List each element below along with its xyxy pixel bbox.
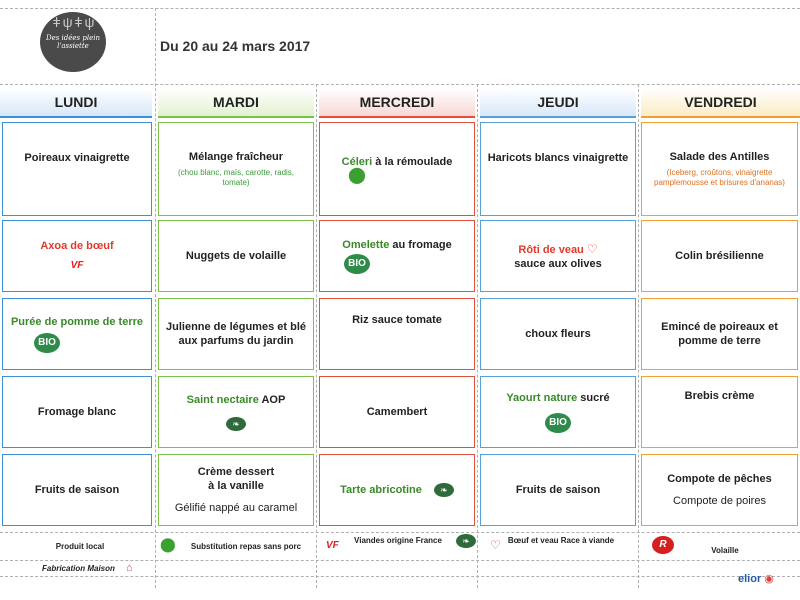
menu-cell <box>158 122 314 216</box>
legend-volaille: Volaille <box>711 546 739 555</box>
menu-cell <box>319 122 475 216</box>
dish: Axoa de bœuf <box>40 240 114 252</box>
menu-cell <box>319 454 475 526</box>
dish: Purée de pomme de terre <box>10 316 144 328</box>
leaf-icon: ❧ <box>226 417 246 431</box>
viande-francaise-icon: VF <box>326 540 339 551</box>
dish: Saint nectaire <box>186 394 259 406</box>
local-product-icon: ⬤ <box>348 167 366 184</box>
dish-alternative: Gélifié nappé au caramel <box>174 502 298 514</box>
grid-line <box>0 8 800 9</box>
legend-boeuf: Bœuf et veau Race à viande <box>507 536 615 545</box>
grid-line <box>0 560 800 561</box>
dish-sauce: sauce aux olives <box>514 257 602 270</box>
grid-line <box>0 84 800 85</box>
menu-cell <box>319 376 475 448</box>
grid-line <box>638 84 639 588</box>
menu-cell <box>158 376 314 448</box>
menu-cell <box>319 298 475 370</box>
dish-alternative: Compote de poires <box>673 495 766 507</box>
day-header-mardi: MARDI <box>158 88 314 118</box>
menu-cell <box>319 220 475 292</box>
dish: choux fleurs <box>525 328 591 340</box>
menu-cell <box>158 220 314 292</box>
dish: Salade des Antilles <box>669 151 770 163</box>
menu-cell <box>158 298 314 370</box>
grid-line <box>155 8 156 588</box>
utensils-icon: ǂ ψ ǂ ψ <box>52 14 94 30</box>
day-header-mercredi: MERCREDI <box>319 88 475 118</box>
label-rouge-icon: R <box>652 536 674 554</box>
logo <box>40 12 106 72</box>
dish: Colin brésilienne <box>675 250 764 262</box>
dish-label: au fromage <box>389 239 452 251</box>
race-a-viande-icon: ♡ <box>490 538 501 552</box>
dish: Emincé de poireaux et pomme de terre <box>661 321 778 347</box>
dish: Riz sauce tomate <box>352 314 442 326</box>
menu-cell <box>641 122 798 216</box>
menu-cell <box>480 122 636 216</box>
menu-cell <box>641 376 798 448</box>
dish: Céleri <box>341 156 373 168</box>
dish-label: AOP <box>258 394 286 406</box>
dish: Fruits de saison <box>515 484 601 496</box>
leaf-icon: ❧ <box>434 483 454 497</box>
page-title: Du 20 au 24 mars 2017 <box>160 38 311 54</box>
dish: Mélange fraîcheur <box>188 151 284 163</box>
menu-cell <box>2 376 152 448</box>
legend-viandes: Viandes origine France <box>354 536 442 545</box>
legend-substitution: Substitution repas sans porc <box>190 542 302 551</box>
menu-cell <box>480 376 636 448</box>
grid-line <box>0 532 800 533</box>
legend-maison: Fabrication Maison <box>42 564 115 573</box>
dish: Crème dessert à la vanille <box>197 466 275 492</box>
menu-cell <box>641 454 798 526</box>
menu-cell <box>641 298 798 370</box>
dish-label: sucré <box>577 392 610 404</box>
leaf-icon: ❧ <box>456 534 476 548</box>
dish: Camembert <box>366 406 428 418</box>
menu-cell <box>2 298 152 370</box>
dish: Fruits de saison <box>34 484 120 496</box>
menu-cell <box>480 454 636 526</box>
dish: Tarte abricotine <box>340 484 422 496</box>
fabrication-maison-icon: ⌂ <box>126 562 133 574</box>
menu-cell <box>641 220 798 292</box>
elior-logo: elior ◉ <box>738 573 774 585</box>
grid-line <box>477 84 478 588</box>
dish: Rôti de veau <box>518 243 584 256</box>
dish: Fromage blanc <box>37 406 117 418</box>
dish: Poireaux vinaigrette <box>24 152 130 164</box>
dish-label: à la rémoulade <box>372 156 453 168</box>
legend-local: Produit local <box>55 542 105 551</box>
menu-cell <box>480 298 636 370</box>
dish: Yaourt nature <box>506 392 578 404</box>
race-a-viande-icon: ♡ <box>586 241 598 256</box>
menu-cell <box>2 220 152 292</box>
bio-icon: BIO <box>34 333 60 353</box>
logo-text: Des idées plein l'assiette <box>45 34 100 50</box>
dish: Nuggets de volaille <box>185 250 287 262</box>
grid-line <box>0 576 800 577</box>
dish: Julienne de légumes et blé aux parfums du jardin <box>166 321 306 347</box>
day-header-lundi: LUNDI <box>0 88 152 118</box>
dish: Haricots blancs vinaigrette <box>487 152 629 164</box>
day-header-vendredi: VENDREDI <box>641 88 800 118</box>
day-header-jeudi: JEUDI <box>480 88 636 118</box>
menu-cell <box>480 220 636 292</box>
dish: Omelette <box>342 239 390 251</box>
local-product-icon: ⬤ <box>160 536 176 552</box>
menu-cell <box>2 454 152 526</box>
viande-francaise-icon: VF <box>70 260 84 271</box>
menu-cell <box>158 454 314 526</box>
menu-cell <box>2 122 152 216</box>
bio-icon: BIO <box>545 413 571 433</box>
bio-icon: BIO <box>344 254 370 274</box>
dish-detail: (Iceberg, croûtons, vinaigrette pamplemousse et brisures d'ananas) <box>654 168 785 187</box>
dish: Brebis crème <box>684 390 755 402</box>
dish: Compote de pêches <box>667 473 772 485</box>
grid-line <box>316 84 317 588</box>
dish-detail: (chou blanc, maïs, carotte, radis, tomate) <box>177 168 295 187</box>
